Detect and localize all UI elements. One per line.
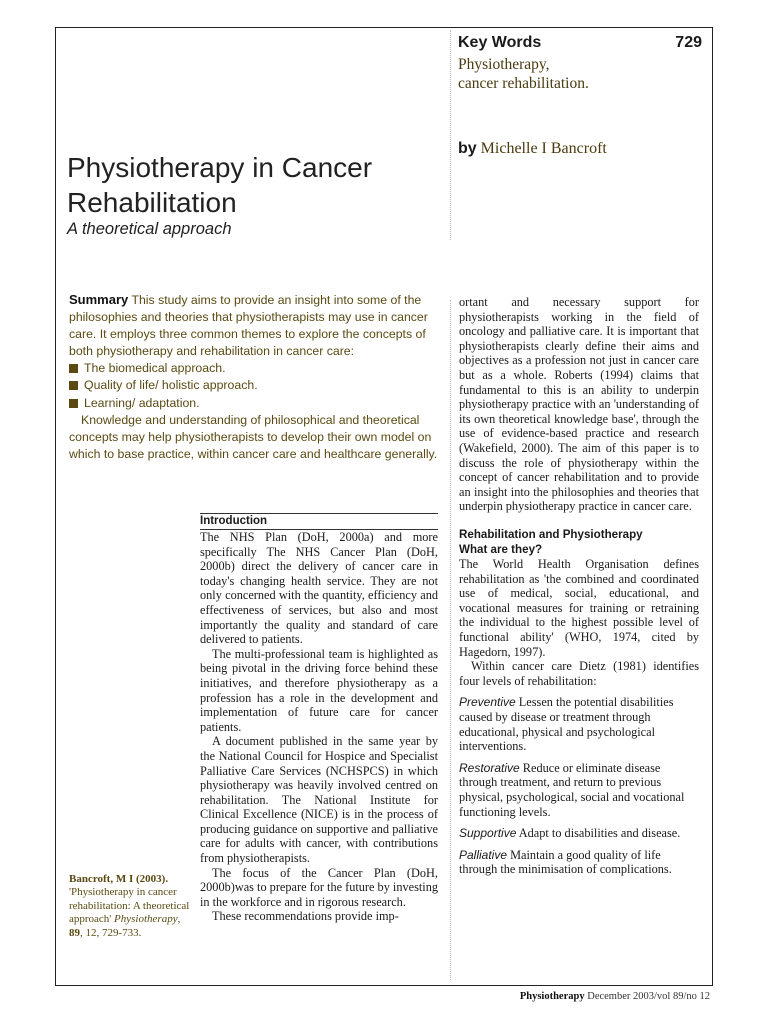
level-text: Adapt to disabilities and disease. [518,826,681,841]
level-text: Lessen the potential disabilities caused by disease or treatment through educational, physical and psychological interventions. [459,695,674,754]
key-words-label: Key Words [458,34,542,51]
square-bullet-icon [69,399,78,408]
summary-bullet [69,377,441,394]
rehab-level [459,826,699,841]
rehab-level [459,695,699,753]
page-footer [520,991,710,1002]
bullet-text: The biomedical approach. [84,361,226,376]
key-words-list [458,55,708,93]
paragraph: The multi-professional team is highlighted as being pivotal in the driving force behind these initiatives, and therefore physiotherapy as a profession has a role in the development and implementation of future care for cancer patients. [200,646,438,734]
rehab-level [459,848,699,877]
introduction-column [200,530,438,924]
key-words-heading [458,34,706,52]
key-word: cancer rehabilitation. [458,75,589,92]
bullet-text: Quality of life/ holistic approach. [84,378,258,393]
square-bullet-icon [69,364,78,373]
column-divider [450,30,451,240]
level-name: Restorative [459,760,520,775]
title-line: Rehabilitation [67,187,237,218]
heading-line: Rehabilitation and Physiotherapy [459,527,643,541]
title-line: Physiotherapy in Cancer [67,152,373,183]
article-subtitle: A theoretical approach [67,220,232,238]
citation: Bancroft, M I (2003). 'Physiotherapy in cancer rehabilitation: A theoretical approach' Physiotherapy, 89, 12, 729-733. [69,873,190,939]
square-bullet-icon [69,381,78,390]
byline [458,140,607,158]
paragraph: Within cancer care Dietz (1981) identifies four levels of rehabilitation: [459,659,699,688]
right-column [459,295,699,877]
paragraph: The NHS Plan (DoH, 2000a) and more specifically The NHS Cancer Plan (DoH, 2000b) direct the delivery of cancer care in today's changing health service. They are not only concerned with the quantity, efficiency and effectiveness of services, but also and most importantly the quality and standard of care delivered to patients. [200,530,438,647]
page-number: 729 [675,34,702,51]
key-word: Physiotherapy, [458,56,550,73]
rehab-level [459,761,699,819]
summary-bullet [69,395,441,412]
level-name: Palliative [459,847,508,862]
heading-line: What are they? [459,542,543,556]
footer-journal: Physiotherapy [519,991,585,1002]
article-title [67,150,447,220]
by-label: by [458,140,477,157]
footer-issue: December 2003/vol 89/no 12 [587,991,710,1002]
citation-author: Bancroft, M I (2003). [69,873,169,885]
summary-text: This study aims to provide an insight into some of the philosophies and theories that physiotherapists may use in cancer care. It employs three common themes to explore the concepts of both physiotherapy and rehabilitation in cancer care: [69,293,428,359]
level-text: Maintain a good quality of life through the minimisation of complications. [459,847,672,877]
introduction-heading: Introduction [200,513,438,530]
summary-label: Summary [69,292,129,307]
paragraph: These recommendations provide imp- [212,909,399,924]
section-heading [459,528,699,557]
summary-block [69,291,441,463]
citation-rest: , 12, 729-733. [80,926,142,939]
column-divider [450,300,451,980]
citation-volume: 89 [69,926,80,939]
bullet-text: Learning/ adaptation. [84,395,200,410]
paragraph: The World Health Organisation defines rehabilitation as 'the combined and coordinated use of medical, social, educational, and vocational measures for training or retraining the individual to the highest possible level of functional ability' (WHO, 1974, cited by Hagedorn, 1997). [459,557,699,659]
paragraph: ortant and necessary support for physiotherapists working in the field of oncology and palliative care. It is important that physiotherapists clearly define their aims and objectives as a profession not just in cancer care but as a whole. Roberts (1994) claims that fundamental to this is an ability to underpin physiotherapy practice with an 'understanding of its own theoretical knowledge base', through the use of evidence-based practice and research (Wakefield, 2000). The aim of this paper is to discuss the role of physiotherapy within the concept of cancer rehabilitation and to provide an insight into the philosophies and theories that underpin physiotherapy practice in cancer care. [459,295,699,514]
citation-title: 'Physiotherapy in cancer rehabilitation: A theoretical approach' [69,886,190,926]
level-name: Preventive [459,695,516,710]
summary-bullet [69,360,441,377]
author-name: Michelle I Bancroft [480,140,607,157]
level-name: Supportive [459,826,517,841]
paragraph: A document published in the same year by the National Council for Hospice and Specialist Palliative Care Services (NCHSPCS) in which physiotherapy was heavily involved centred on rehabilitation. The National Institute for Clinical Excellence (NICE) is in the process of producing guidance on supportive and palliative care for adults with cancer, with contributions from physiotherapists. [200,734,438,866]
citation-journal: Physiotherapy [114,913,178,926]
level-text: Reduce or eliminate disease through treatment, and return to previous physical, psychological, social and vocational functioning levels. [459,760,685,819]
summary-closing: Knowledge and understanding of philosophical and theoretical concepts may help physiotherapists to develop their own model on which to base practice, within cancer care and healthcare generally. [69,412,438,461]
paragraph: The focus of the Cancer Plan (DoH, 2000b)was to prepare for the future by investing in the workforce and in rigorous research. [200,865,439,909]
